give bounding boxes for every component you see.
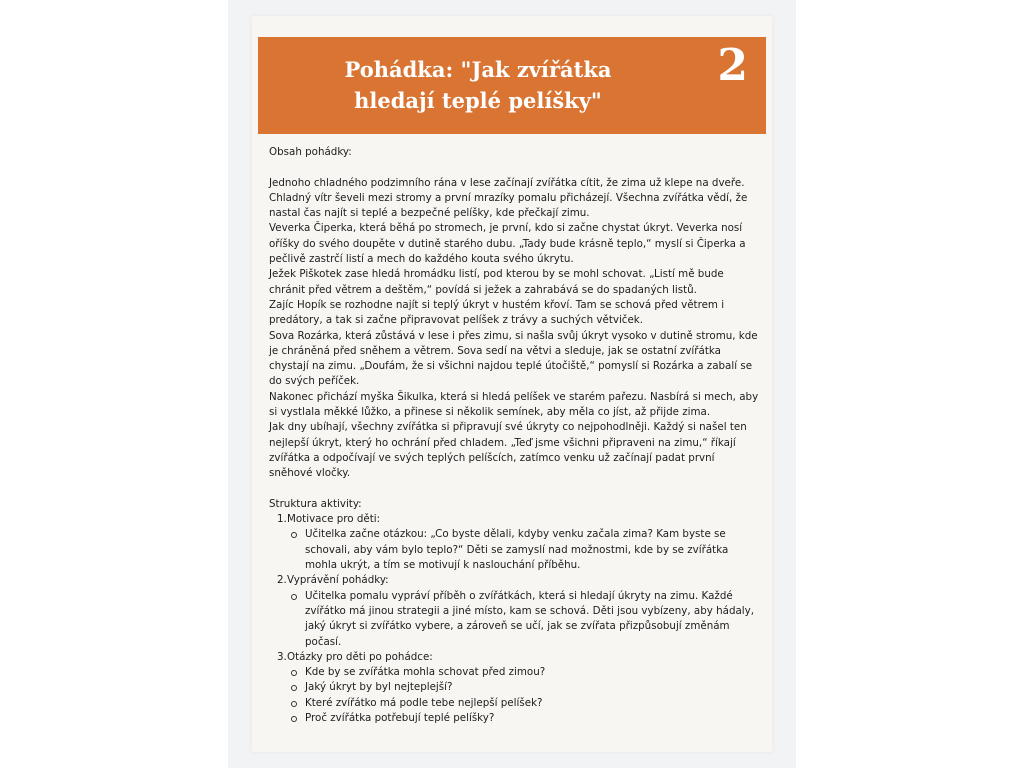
list-item: Kde by se zvířátka mohla schovat před zimou? [287,665,759,680]
activity-step [269,573,759,649]
step-number: 1. [277,513,287,526]
list-item: Jaký úkryt by byl nejteplejší? [287,680,759,695]
list-item: Učitelka pomalu vypráví příběh o zvířátkách, která si hledají úkryty na zimu. Každé zvířátko má jinou strategii a jiné místo, kam se schová. Děti jsou vybízeny, aby hádaly, jaký úkryt si zvířátko vybere, a zároveň se učí, jak se zvířata přizpůsobují změnám počasí. [287,589,759,650]
story-paragraph: Nakonec přichází myška Šikulka, která si hledá pelíšek ve starém pařezu. Nasbírá si mech, aby si vystlala měkké lůžko, a přinese si několik semínek, aby měla co jíst, až přijde zima. [269,390,759,419]
page-title: Pohádka: "Jak zvířátka hledají teplé pelíšky" [344,57,612,113]
step-items [287,665,759,726]
story-paragraph: Jak dny ubíhají, všechny zvířátka si připravují své úkryty co nejpohodlněji. Každý si našel ten nejlepší úkryt, který ho ochrání před chladem. „Teď jsme všichni připraveni na zimu,“ říkají zvířátka a odpočívají ve svých teplých pelíšcích, zatímco venku už začínají padat první sněhové vločky. [269,421,747,480]
story-paragraph: Veverka Čiperka, která běhá po stromech, je první, kdo si začne chystat úkryt. Veverka nosí oříšky do svého doupěte v dutině starého dubu. „Tady bude krásně teplo,“ myslí si Čiperka a pečlivě zastrčí listí a mech do každého kouta svého úkrytu. [269,222,746,266]
story-paragraph: Ježek Piškotek zase hledá hromádku listí, pod kterou by se mohl schovat. „Listí mě bude chránit před větrem a deštěm,“ povídá si ježek a zahrabává se do spadaných listů. [269,268,724,296]
list-item: Které zvířátko má podle tebe nejlepší pelíšek? [287,696,759,711]
story-paragraph: Sova Rozárka, která zůstává v lese i přes zimu, si našla svůj úkryt vysoko v dutině stromu, kde je chráněná před sněhem a větrem. Sova sedí na větvi a sleduje, jak se ostatní zvířátka chystají na zimu. „Doufám, že si všichni najdou teplé útočiště,“ pomyslí si Rozárka a zabalí se do svých peříček. [269,329,758,388]
spacer [269,482,759,497]
step-label: Motivace pro děti: [287,513,381,526]
step-number: 3. [277,650,287,663]
page-number: 2 [717,40,748,91]
intro-label: Obsah pohádky: [269,146,352,158]
structure-label: Struktura aktivity: [269,497,362,510]
header-banner [258,37,766,134]
step-number: 2. [277,574,287,587]
step-label: Vyprávění pohádky: [287,574,389,587]
spacer [269,160,759,175]
activity-step [269,512,759,573]
step-items [287,527,759,573]
story-paragraph: Jednoho chladného podzimního rána v lese začínají zvířátka cítit, že zima už klepe na dveře. Chladný vítr ševeli mezi stromy a první mrazíky pomalu přicházejí. Všechna zvířátka vědí, že nastal čas najít si teplé a bezpečné pelíšky, kde přečkají zimu. [269,176,748,220]
step-items [287,589,759,650]
document-page [252,16,772,752]
activity-list [269,512,759,726]
activity-step [269,650,759,726]
list-item: Proč zvířátka potřebují teplé pelíšky? [287,711,759,726]
step-label: Otázky pro děti po pohádce: [287,650,433,663]
story-paragraph: Zajíc Hopík se rozhodne najít si teplý úkryt v hustém křoví. Tam se schová před větrem i predátory, a tak si začne připravovat pelíšek z trávy a suchých větviček. [269,298,725,327]
list-item: Učitelka začne otázkou: „Co byste dělali, kdyby venku začala zima? Kam byste se schovali, aby vám bylo teplo?“ Děti se zamyslí nad možnostmi, kde by se zvířátka mohla ukrýt, a tím se motivují k naslouchání příběhu. [287,527,759,573]
page-content [269,145,759,726]
